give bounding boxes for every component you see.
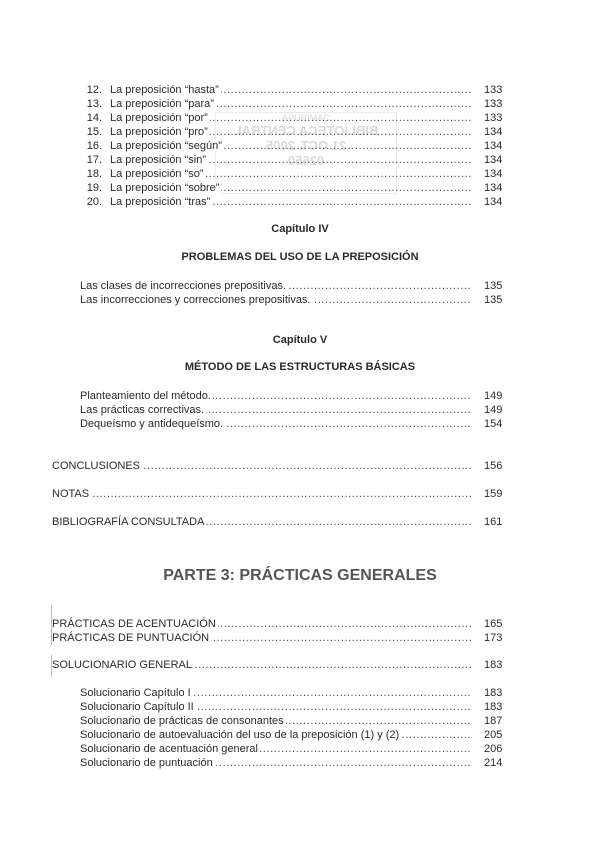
entry-page-number: 161 (484, 516, 503, 528)
entry-page-number: 187 (484, 715, 503, 727)
toc-entry (80, 686, 472, 700)
toc-entry (86, 195, 472, 209)
entry-title: BIBLIOGRAFÍA CONSULTADA (52, 516, 205, 528)
entry-page-number: 134 (484, 126, 503, 138)
chapter-4-label: Capítulo IV (271, 223, 329, 235)
entry-number: 18. (86, 168, 102, 180)
entry-title: Solucionario de acentuación general (80, 743, 258, 755)
entry-number: 13. (86, 98, 102, 110)
entry-page-number: 149 (484, 390, 503, 402)
entry-title: Las clases de incorrecciones prepositivas. (80, 280, 287, 292)
entry-title: La preposición “sin” (110, 154, 206, 166)
toc-entry (52, 487, 472, 501)
entry-page-number: 133 (484, 112, 503, 124)
entry-page-number: 183 (484, 659, 503, 671)
entry-page-number: 133 (484, 84, 503, 96)
toc-entry (80, 700, 472, 714)
entry-page-number: 214 (484, 757, 503, 769)
entry-page-number: 133 (484, 98, 503, 110)
toc-entry (80, 293, 472, 307)
toc-entry (52, 459, 472, 473)
toc-entry (52, 631, 472, 645)
toc-entry (80, 403, 472, 417)
entry-title: La preposición “hasta” (110, 84, 219, 96)
toc-entry (80, 728, 472, 742)
entry-title: La preposición “so” (110, 168, 204, 180)
entry-page-number: 154 (484, 418, 503, 430)
entry-number: 15. (86, 126, 102, 138)
entry-title: Planteamiento del método. (80, 390, 211, 402)
entry-page-number: 134 (484, 154, 503, 166)
toc-entry (80, 389, 472, 403)
toc-entry (52, 658, 472, 672)
entry-title: Solucionario Capítulo I (80, 687, 191, 699)
entry-number: 16. (86, 140, 102, 152)
entry-number: 14. (86, 112, 102, 124)
entry-title: La preposición “sobre” (110, 182, 220, 194)
part-3-title: PARTE 3: PRÁCTICAS GENERALES (163, 567, 437, 584)
entry-title: Solucionario de autoevaluación del uso de la preposición (1) y (2) (80, 729, 400, 741)
entry-page-number: 134 (484, 140, 503, 152)
toc-entry (86, 139, 472, 153)
stamp-text: 02650 (287, 153, 325, 168)
entry-title: Las prácticas correctivas. (80, 404, 205, 416)
stamp-text: BIBLIOTECA CENTRAL (233, 123, 379, 138)
toc-entry (86, 97, 472, 111)
entry-title: PRÁCTICAS DE ACENTUACIÓN (52, 618, 216, 630)
entry-page-number: 134 (484, 168, 503, 180)
entry-title: SOLUCIONARIO GENERAL (52, 659, 192, 671)
toc-entry (86, 181, 472, 195)
entry-title: PRÁCTICAS DE PUNTUACIÓN (52, 632, 210, 644)
entry-title: NOTAS (52, 488, 90, 500)
entry-title: Solucionario de puntuación (80, 757, 213, 769)
entry-page-number: 183 (484, 687, 503, 699)
entry-page-number: 135 (484, 294, 503, 306)
entry-page-number: 149 (484, 404, 503, 416)
entry-title: Dequeísmo y antidequeísmo. (80, 418, 224, 430)
toc-entry (80, 742, 472, 756)
entry-page-number: 134 (484, 182, 503, 194)
entry-page-number: 134 (484, 196, 503, 208)
toc-entry (86, 111, 472, 125)
entry-title: La preposición “según” (110, 140, 222, 152)
chapter-5-title: MÉTODO DE LAS ESTRUCTURAS BÁSICAS (184, 361, 416, 373)
toc-entry (80, 756, 472, 770)
entry-page-number: 183 (484, 701, 503, 713)
entry-title: Solucionario de prácticas de consonantes (80, 715, 284, 727)
entry-page-number: 156 (484, 460, 503, 472)
entry-page-number: 173 (484, 632, 503, 644)
chapter-5-label: Capítulo V (272, 334, 328, 346)
entry-title: La preposición “tras” (110, 196, 211, 208)
entry-page-number: 135 (484, 280, 503, 292)
entry-title: Las incorrecciones y correcciones prepositivas. (80, 294, 311, 306)
entry-title: La preposición “pro” (110, 126, 208, 138)
entry-title: La preposición “por” (110, 112, 208, 124)
toc-entry (80, 714, 472, 728)
stamp-text: 21 OCT. 2005 (265, 138, 347, 153)
entry-page-number: 159 (484, 488, 503, 500)
toc-entry (80, 417, 472, 431)
entry-title: La preposición “para” (110, 98, 214, 110)
toc-entry (86, 83, 472, 97)
entry-page-number: 165 (484, 618, 503, 630)
toc-entry (52, 515, 472, 529)
entry-number: 17. (86, 154, 102, 166)
entry-title: Solucionario Capítulo II (80, 701, 194, 713)
stamp-text: APURIMAC (282, 113, 330, 123)
chapter-4-title: PROBLEMAS DEL USO DE LA PREPOSICIÓN (181, 251, 419, 263)
entry-page-number: 206 (484, 743, 503, 755)
entry-page-number: 205 (484, 729, 503, 741)
toc-entry (80, 279, 472, 293)
entry-title: CONCLUSIONES (52, 460, 141, 472)
toc-entry (86, 167, 472, 181)
toc-entry (86, 125, 472, 139)
entry-number: 19. (86, 182, 102, 194)
entry-number: 12. (86, 84, 102, 96)
toc-entry (86, 153, 472, 167)
entry-number: 20. (86, 196, 102, 208)
toc-entry (52, 617, 472, 631)
